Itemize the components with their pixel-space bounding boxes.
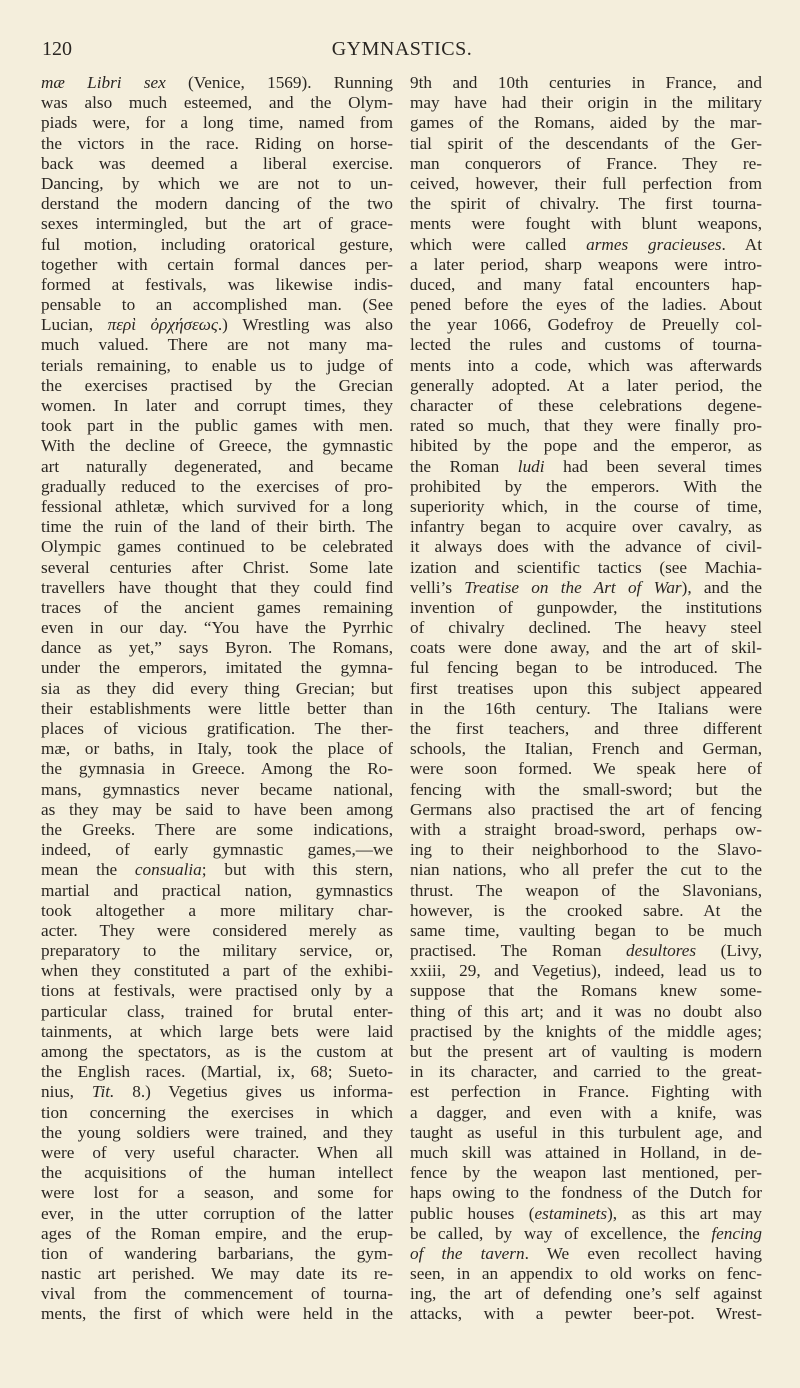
text-run: was also much esteemed, and the Olym- — [41, 93, 393, 113]
text-run: indeed, of early gymnastic games,—we — [41, 840, 393, 860]
text-run: (Venice, 1569). Running — [165, 73, 393, 92]
text-run: character of these celebrations degene- — [410, 396, 762, 415]
text-run: with a straight broad-sword, perhaps ow- — [410, 819, 762, 839]
text-run: among the spectators, as is the custom at — [41, 1042, 393, 1061]
text-line — [410, 901, 762, 921]
text-line — [41, 73, 393, 93]
text-run: ceived, however, their full perfection from — [410, 173, 762, 193]
text-line — [41, 1042, 393, 1062]
text-run: ing, the art of defending one’s self against — [410, 1284, 762, 1304]
text-run: tial spirit of the descendants of the Ger- — [410, 133, 762, 153]
text-line — [410, 921, 762, 941]
text-run: sia as they did every thing Grecian; but — [41, 678, 393, 698]
text-line — [410, 941, 762, 961]
text-run: much valued. There are not many ma- — [41, 335, 393, 355]
text-run: back was deemed a liberal exercise. — [41, 153, 393, 173]
text-run: even in our day. “You have the Pyrrhic — [41, 618, 393, 638]
text-line — [410, 356, 762, 376]
text-run: formed at festivals, was likewise indis- — [41, 274, 393, 294]
text-line — [410, 739, 762, 759]
text-line — [410, 1042, 762, 1062]
text-line — [410, 1163, 762, 1183]
text-run: mæ, or baths, in Italy, took the place of — [41, 739, 393, 759]
text-line — [410, 558, 762, 578]
text-line — [410, 235, 762, 255]
italic-text-run: fencing — [711, 1223, 762, 1243]
text-run: ments, the first of which were held in the — [41, 1304, 393, 1324]
text-run: . We even recollect having — [524, 1243, 762, 1263]
text-run: fencing with the small-sword; but the — [410, 779, 762, 799]
text-line — [410, 93, 762, 113]
text-line — [41, 174, 393, 194]
text-run: travellers have thought that they could find — [41, 577, 393, 597]
text-line — [41, 820, 393, 840]
text-run: mans, gymnastics never became national, — [41, 779, 393, 799]
text-line — [41, 517, 393, 537]
text-run: fence by the weapon last mentioned, per- — [410, 1163, 762, 1183]
text-line — [41, 315, 393, 335]
text-run: much skill was attained in Holland, in de- — [410, 1142, 762, 1162]
text-run: games of the Romans, aided by the mar- — [410, 113, 762, 133]
text-run: derstand the modern dancing of the two — [41, 194, 393, 214]
text-line — [41, 679, 393, 699]
text-line — [41, 275, 393, 295]
text-run: ments into a code, which was afterwards — [410, 355, 762, 375]
text-line — [410, 820, 762, 840]
text-line — [410, 1143, 762, 1163]
text-line — [410, 275, 762, 295]
text-run: women. In later and corrupt times, they — [41, 396, 393, 415]
text-line — [410, 800, 762, 820]
text-line — [410, 881, 762, 901]
text-run: coats were done away, and the art of skil- — [410, 638, 762, 658]
text-line — [410, 719, 762, 739]
text-line — [410, 638, 762, 658]
text-line — [41, 598, 393, 618]
text-line — [41, 235, 393, 255]
text-run: thing of this art; and it was no doubt also — [410, 1001, 762, 1021]
text-run: infantry began to acquire over cavalry, as — [410, 517, 762, 537]
text-line — [410, 477, 762, 497]
text-run: gradually reduced to the exercises of pro- — [41, 476, 393, 496]
text-run: the Greeks. There are some indications, — [41, 819, 393, 839]
text-run: the first teachers, and three different — [410, 719, 762, 738]
text-line — [410, 113, 762, 133]
italic-text-run: Tit. — [91, 1082, 115, 1102]
text-line — [410, 1183, 762, 1203]
text-line — [410, 618, 762, 638]
italic-text-run: consualia — [134, 860, 202, 880]
text-line — [410, 1264, 762, 1284]
text-run: sexes intermingled, but the art of grace- — [41, 214, 393, 234]
text-run: 9th and 10th centuries in France, and — [410, 73, 762, 92]
text-line — [41, 1264, 393, 1284]
text-line — [41, 194, 393, 214]
text-run: traces of the ancient games remaining — [41, 597, 393, 617]
text-line — [41, 780, 393, 800]
text-run: took altogether a more military char- — [41, 900, 393, 920]
text-line — [41, 255, 393, 275]
text-line — [41, 901, 393, 921]
text-run: when they constituted a part of the exhibi- — [41, 961, 393, 981]
text-run: piads were, for a long time, named from — [41, 113, 393, 133]
text-line — [410, 1103, 762, 1123]
text-run: hibited by the pope and the emperor, as — [410, 436, 762, 456]
italic-text-run: Treatise on the Art of War — [464, 577, 682, 597]
text-run: dance as yet,” says Byron. The Romans, — [41, 638, 393, 658]
text-line — [41, 1082, 393, 1102]
text-run: were soon formed. We speak here of — [410, 759, 762, 779]
text-run: preparatory to the military service, or, — [41, 941, 393, 961]
text-run: but the present art of vaulting is modern — [410, 1042, 762, 1061]
text-line — [410, 517, 762, 537]
text-line — [41, 1224, 393, 1244]
text-run: tainments, at which large bets were laid — [41, 1021, 393, 1041]
text-run: the exercises practised by the Grecian — [41, 375, 393, 395]
text-run: nastic art perished. We may date its re- — [41, 1264, 393, 1284]
text-run: haps owing to the fondness of the Dutch for — [410, 1183, 762, 1203]
text-line — [41, 578, 393, 598]
text-line — [41, 881, 393, 901]
text-run: fessional athletæ, which survived for a long — [41, 496, 393, 516]
text-line — [41, 1123, 393, 1143]
text-run: pensable to an accomplished man. (See — [41, 295, 393, 315]
text-run: attacks, with a pewter beer-pot. Wrest- — [410, 1304, 762, 1324]
text-line — [410, 436, 762, 456]
text-line — [41, 93, 393, 113]
text-line — [410, 134, 762, 154]
text-line — [41, 618, 393, 638]
text-line — [410, 981, 762, 1001]
text-line — [410, 759, 762, 779]
text-run: together with certain formal dances per- — [41, 254, 393, 274]
text-line — [410, 1123, 762, 1143]
text-line — [41, 961, 393, 981]
text-line — [41, 376, 393, 396]
text-run: Olympic games continued to be celebrated — [41, 537, 393, 557]
text-run: prohibited by the emperors. With the — [410, 476, 762, 496]
text-line — [410, 658, 762, 678]
text-run: had been several times — [544, 456, 762, 476]
text-line — [410, 194, 762, 214]
text-run: invention of gunpowder, the institutions — [410, 597, 762, 617]
text-line — [410, 699, 762, 719]
text-run: duced, and many fatal encounters hap- — [410, 274, 762, 294]
text-run: the young soldiers were trained, and they — [41, 1122, 393, 1142]
text-line — [41, 759, 393, 779]
text-run: first treatises upon this subject appeared — [410, 678, 762, 698]
text-line — [410, 1304, 762, 1324]
text-run: time the ruin of the land of their birth. The — [41, 517, 393, 537]
text-line — [41, 497, 393, 517]
text-run: their establishments were little better than — [41, 698, 393, 718]
text-line — [410, 598, 762, 618]
text-run: ), as this art may — [607, 1203, 762, 1223]
text-run: were lost for a season, and some for — [41, 1183, 393, 1203]
running-title: GYMNASTICS. — [331, 38, 473, 60]
text-line — [410, 1062, 762, 1082]
text-line — [41, 154, 393, 174]
text-run: ever, in the utter corruption of the latter — [41, 1203, 393, 1223]
text-line — [41, 1163, 393, 1183]
text-run: of chivalry declined. The heavy steel — [410, 618, 762, 638]
text-run: ages of the Roman empire, and the erup- — [41, 1223, 393, 1243]
text-run: were of very useful character. When all — [41, 1142, 393, 1162]
text-run: in the 16th century. The Italians were — [410, 698, 762, 718]
text-line — [41, 981, 393, 1001]
text-run: however, is the crooked sabre. At the — [410, 900, 762, 920]
text-run: particular class, trained for brutal enter- — [41, 1001, 393, 1021]
text-run: . At — [721, 234, 762, 254]
text-column-right — [410, 73, 762, 1325]
text-run: places of vicious gratification. The ther- — [41, 719, 393, 738]
text-line — [410, 537, 762, 557]
text-line — [41, 1204, 393, 1224]
text-run: in its character, and carried to the great- — [410, 1062, 762, 1082]
text-line — [41, 1304, 393, 1324]
text-line — [410, 1204, 762, 1224]
text-run: the acquisitions of the human intellect — [41, 1163, 393, 1183]
text-line — [41, 840, 393, 860]
text-line — [41, 860, 393, 880]
text-line — [41, 477, 393, 497]
text-run: thrust. The weapon of the Slavonians, — [410, 880, 762, 900]
italic-text-run: armes gracieuses — [586, 234, 722, 254]
text-run: a dagger, and even with a knife, was — [410, 1102, 762, 1122]
italic-text-run: mæ Libri sex — [41, 73, 166, 92]
text-line — [410, 1022, 762, 1042]
text-run: vival from the commencement of tourna- — [41, 1284, 393, 1304]
text-run: the year 1066, Godefroy de Preuelly col- — [410, 315, 762, 335]
text-run: acter. They were considered merely as — [41, 920, 393, 940]
text-run: took part in the public games with men. — [41, 416, 393, 436]
italic-text-run: περὶ ὀρχήσεως — [107, 315, 218, 335]
text-run: ization and scientific tactics (see Machia- — [410, 557, 762, 577]
text-run: be called, by way of excellence, the — [410, 1223, 712, 1243]
text-line — [41, 356, 393, 376]
italic-text-run: estaminets — [534, 1203, 608, 1223]
text-line — [41, 134, 393, 154]
text-line — [41, 113, 393, 133]
text-run: terials remaining, to enable us to judge of — [41, 355, 393, 375]
text-line — [410, 315, 762, 335]
text-run: art naturally degenerated, and became — [41, 456, 393, 476]
text-line — [41, 658, 393, 678]
text-line — [410, 396, 762, 416]
text-run: tion concerning the exercises in which — [41, 1102, 393, 1122]
text-run: seen, in an appendix to old works on fenc- — [410, 1264, 762, 1284]
text-line — [41, 921, 393, 941]
text-line — [41, 941, 393, 961]
text-line — [410, 780, 762, 800]
text-line — [410, 497, 762, 517]
text-run: under the emperors, imitated the gymna- — [41, 658, 393, 678]
text-line — [410, 1284, 762, 1304]
text-run: may have had their origin in the military — [410, 93, 762, 113]
text-run: 8.) Vegetius gives us informa- — [114, 1082, 393, 1102]
text-run: pened before the eyes of the ladies. About — [410, 295, 762, 315]
text-line — [410, 1224, 762, 1244]
page-number: 120 — [42, 38, 72, 60]
text-line — [410, 1082, 762, 1102]
text-run: lected the rules and customs of tourna- — [410, 335, 762, 355]
page-header — [42, 38, 762, 64]
text-run: which were called — [410, 234, 587, 254]
text-run: the spirit of chivalry. The first tourna- — [410, 194, 762, 214]
text-run: a later period, sharp weapons were intro- — [410, 254, 762, 274]
text-line — [410, 961, 762, 981]
text-line — [41, 719, 393, 739]
text-line — [410, 174, 762, 194]
text-line — [41, 1143, 393, 1163]
text-line — [410, 679, 762, 699]
text-run: it always does with the advance of civil- — [410, 537, 762, 557]
text-line — [41, 1183, 393, 1203]
text-run: (Livy, — [696, 941, 762, 961]
text-line — [41, 396, 393, 416]
text-line — [41, 335, 393, 355]
text-line — [410, 578, 762, 598]
text-line — [41, 739, 393, 759]
text-line — [410, 73, 762, 93]
text-run: practised. The Roman — [410, 941, 627, 961]
text-line — [41, 416, 393, 436]
text-line — [41, 457, 393, 477]
text-run: ; but with this stern, — [201, 860, 393, 880]
text-run: nian nations, who all prefer the cut to the — [410, 860, 762, 880]
text-line — [41, 1002, 393, 1022]
text-line — [410, 214, 762, 234]
text-line — [41, 558, 393, 578]
text-run: mean the — [41, 860, 135, 880]
text-line — [410, 376, 762, 396]
text-line — [41, 800, 393, 820]
text-line — [410, 154, 762, 174]
text-run: tions at festivals, were practised only by a — [41, 981, 393, 1001]
text-run: velli’s — [410, 577, 465, 597]
text-run: man conquerors of France. They re- — [410, 153, 762, 173]
text-line — [41, 436, 393, 456]
text-line — [410, 1244, 762, 1264]
text-run: the gymnasia in Greece. Among the Ro- — [41, 759, 393, 779]
text-run: taught as useful in this turbulent age, and — [410, 1122, 762, 1142]
text-run: several centuries after Christ. Some late — [41, 557, 393, 577]
text-line — [41, 699, 393, 719]
text-line — [41, 214, 393, 234]
text-run: .) Wrestling was also — [217, 315, 393, 335]
text-run: Lucian, — [41, 315, 108, 335]
text-line — [410, 1002, 762, 1022]
text-line — [410, 335, 762, 355]
text-run: nius, — [41, 1082, 92, 1102]
text-run: ful fencing began to be introduced. The — [410, 658, 762, 678]
text-run: practised by the knights of the middle ages; — [410, 1021, 762, 1041]
text-run: public houses ( — [410, 1203, 535, 1223]
text-run: superiority which, in the course of time, — [410, 496, 762, 516]
text-run: Dancing, by which we are not to un- — [41, 173, 393, 193]
text-line — [41, 1062, 393, 1082]
text-column-left — [41, 73, 393, 1325]
text-run: the victors in the race. Riding on horse- — [41, 133, 393, 153]
text-run: ful motion, including oratorical gesture, — [41, 234, 393, 254]
text-line — [41, 638, 393, 658]
text-run: same time, vaulting began to be much — [410, 920, 762, 940]
text-run: ments were fought with blunt weapons, — [410, 214, 762, 234]
text-run: ing to their neighborhood to the Slavo- — [410, 840, 762, 860]
text-run: as they may be said to have been among — [41, 799, 393, 819]
text-line — [41, 1284, 393, 1304]
text-run: tion of wandering barbarians, the gym- — [41, 1243, 393, 1263]
text-line — [410, 860, 762, 880]
text-line — [41, 1022, 393, 1042]
text-run: ), and the — [681, 577, 762, 597]
text-run: est perfection in France. Fighting with — [410, 1082, 762, 1102]
text-run: the English races. (Martial, ix, 68; Sueto- — [41, 1062, 393, 1082]
italic-text-run: ludi — [517, 456, 545, 476]
text-line — [410, 295, 762, 315]
text-run: rated so much, that they were finally pro- — [410, 416, 762, 436]
text-line — [41, 295, 393, 315]
text-line — [41, 1244, 393, 1264]
text-run: schools, the Italian, French and German, — [410, 739, 762, 759]
text-run: With the decline of Greece, the gymnastic — [41, 436, 393, 456]
text-line — [41, 1103, 393, 1123]
text-run: suppose that the Romans knew some- — [410, 981, 762, 1001]
text-line — [410, 840, 762, 860]
text-run: the Roman — [410, 456, 518, 476]
text-line — [41, 537, 393, 557]
italic-text-run: desultores — [626, 941, 697, 961]
text-run: xxiii, 29, and Vegetius), indeed, lead us to — [410, 961, 762, 981]
text-line — [410, 416, 762, 436]
text-run: Germans also practised the art of fencing — [410, 799, 762, 819]
text-line — [410, 255, 762, 275]
text-line — [410, 457, 762, 477]
text-run: martial and practical nation, gymnastics — [41, 880, 393, 900]
text-run: generally adopted. At a later period, the — [410, 375, 762, 395]
italic-text-run: of the tavern — [410, 1243, 525, 1263]
